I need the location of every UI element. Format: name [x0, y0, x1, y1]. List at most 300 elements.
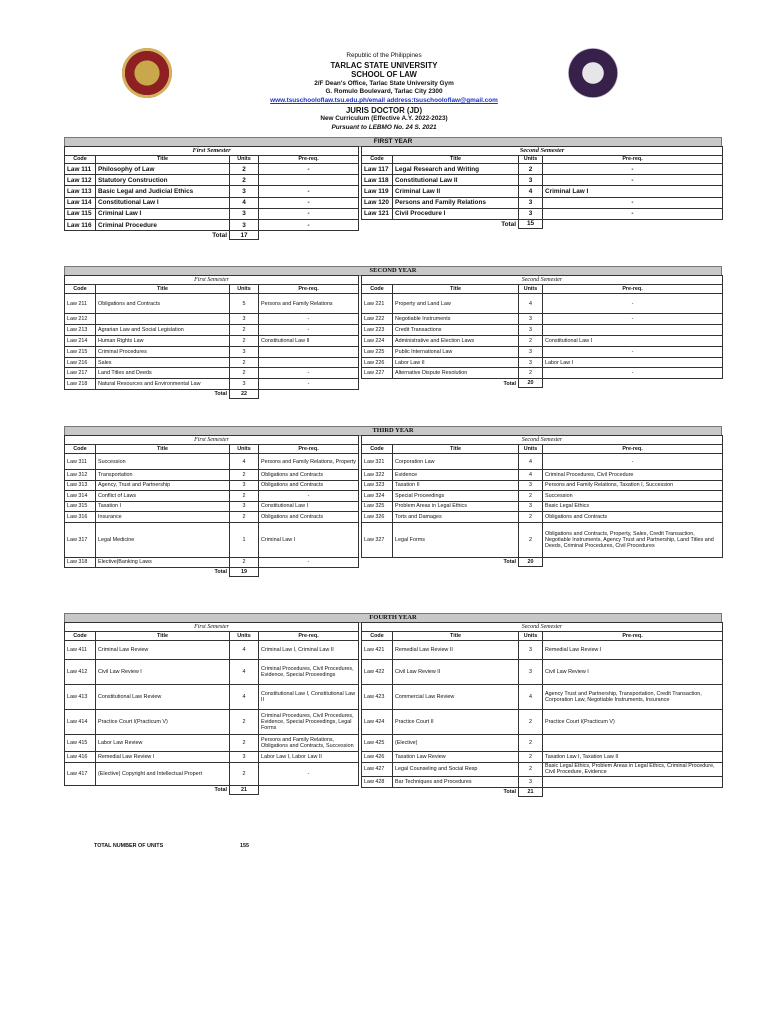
- course-title: Special Proceedings: [393, 491, 519, 502]
- col-prereq: Pre-req.: [543, 155, 723, 164]
- course-title: Succession: [96, 454, 230, 470]
- course-code: Law 114: [65, 197, 96, 208]
- course-units: 3: [519, 357, 543, 368]
- course-prereq: Obligations and Contracts, Property, Sales, Credit Transaction, Negotiable Instruments, Agency Trust and Partnership, Land Titles and Deeds, Criminal Procedures, Civil Procedures: [543, 522, 723, 557]
- course-title: Commercial Law Review: [393, 685, 519, 710]
- document-header: [0, 52, 768, 132]
- course-row: [362, 197, 723, 208]
- course-title: Remedial Law Review II: [393, 641, 519, 660]
- col-units: Units: [230, 632, 259, 641]
- course-prereq: Persons and Family Relations, Obligations and Contracts, Succession: [259, 735, 359, 752]
- course-row: [362, 641, 723, 660]
- course-title: Taxation I: [96, 501, 230, 512]
- course-title: Constitutional Law I: [96, 197, 230, 208]
- course-title: Administrative and Election Laws: [393, 335, 519, 346]
- course-row: [65, 501, 359, 512]
- course-title: Conflict of Laws: [96, 491, 230, 502]
- course-code: Law 315: [65, 501, 96, 512]
- course-units: 4: [230, 197, 259, 208]
- course-code: Law 221: [362, 294, 393, 314]
- course-units: 3: [519, 314, 543, 325]
- course-prereq: Criminal Law I: [543, 186, 723, 197]
- course-row: [362, 762, 723, 776]
- year-block: [64, 266, 722, 398]
- course-row: [362, 685, 723, 710]
- course-prereq: Constitutional Law I, Constitutional Law II: [259, 685, 359, 710]
- pursuant-note: Pursuant to LEBMO No. 24 S. 2021: [331, 123, 437, 131]
- course-units: 1: [230, 522, 259, 557]
- year-heading: FIRST YEAR: [64, 137, 722, 147]
- course-title: Legal Forms: [393, 522, 519, 557]
- total-label: Total: [503, 380, 516, 387]
- course-code: Law 214: [65, 335, 96, 346]
- course-units: 2: [230, 357, 259, 368]
- col-code: Code: [65, 155, 96, 164]
- course-row: [65, 197, 359, 208]
- course-title: Practice Court I(Practicum V): [96, 710, 230, 735]
- course-row: [362, 324, 723, 335]
- course-units: 2: [230, 557, 259, 568]
- course-units: 2: [519, 368, 543, 379]
- course-row: [65, 346, 359, 357]
- second-semester: [361, 622, 722, 797]
- course-code: Law 322: [362, 470, 393, 481]
- first-semester: [64, 435, 358, 577]
- course-units: 3: [519, 641, 543, 660]
- course-prereq: Succession: [543, 491, 723, 502]
- col-units: Units: [519, 632, 543, 641]
- course-title: Constitutional Law Review: [96, 685, 230, 710]
- course-code: Law 416: [65, 752, 96, 763]
- course-units: 4: [519, 186, 543, 197]
- col-title: Title: [393, 155, 519, 164]
- course-code: Law 312: [65, 470, 96, 481]
- course-prereq: Labor Law I: [543, 357, 723, 368]
- course-title: Labor Law II: [393, 357, 519, 368]
- course-units: 2: [230, 710, 259, 735]
- course-units: 2: [519, 762, 543, 776]
- course-units: 3: [519, 660, 543, 685]
- semester-title: First Semester: [65, 276, 359, 285]
- course-units: 2: [519, 512, 543, 523]
- course-code: Law 119: [362, 186, 393, 197]
- course-row: [362, 186, 723, 197]
- course-prereq: -: [259, 186, 359, 197]
- course-code: Law 424: [362, 710, 393, 735]
- course-row: [362, 346, 723, 357]
- course-prereq: -: [543, 346, 723, 357]
- course-prereq: Criminal Procedures, Civil Procedure: [543, 470, 723, 481]
- semester-total: 21: [519, 787, 543, 796]
- course-code: Law 423: [362, 685, 393, 710]
- course-row: [65, 491, 359, 502]
- course-units: 2: [230, 335, 259, 346]
- course-prereq: -: [543, 197, 723, 208]
- course-prereq: -: [259, 557, 359, 568]
- course-row: [362, 294, 723, 314]
- course-row: [362, 491, 723, 502]
- year-block: [64, 137, 722, 239]
- col-prereq: Pre-req.: [259, 155, 359, 164]
- total-label: Total: [503, 788, 516, 795]
- course-prereq: -: [543, 208, 723, 219]
- col-title: Title: [96, 445, 230, 454]
- course-row: [362, 710, 723, 735]
- course-prereq: [259, 175, 359, 186]
- semester-total: 19: [230, 568, 259, 577]
- course-title: Legal Medicine: [96, 522, 230, 557]
- col-title: Title: [96, 155, 230, 164]
- course-row: [362, 208, 723, 219]
- course-prereq: Taxation Law I, Taxation Law II: [543, 752, 723, 763]
- course-title: (Elective): [393, 735, 519, 752]
- course-title: Civil Law Review II: [393, 660, 519, 685]
- total-label: Total: [503, 558, 516, 565]
- col-units: Units: [519, 445, 543, 454]
- course-units: 3: [519, 501, 543, 512]
- course-units: 2: [230, 512, 259, 523]
- course-units: 4: [230, 660, 259, 685]
- course-prereq: Obligations and Contracts: [259, 470, 359, 481]
- semester-total: 20: [519, 557, 543, 566]
- course-row: [362, 512, 723, 523]
- second-semester: [361, 146, 722, 229]
- course-title: Alternative Dispute Resolution: [393, 368, 519, 379]
- course-row: [362, 470, 723, 481]
- course-units: 4: [519, 685, 543, 710]
- course-code: Law 225: [362, 346, 393, 357]
- course-code: Law 118: [362, 175, 393, 186]
- col-units: Units: [519, 285, 543, 294]
- course-row: [65, 314, 359, 325]
- course-row: [362, 735, 723, 752]
- course-prereq: -: [543, 368, 723, 379]
- col-code: Code: [362, 285, 393, 294]
- col-units: Units: [230, 285, 259, 294]
- course-title: Criminal Procedure: [96, 219, 230, 230]
- course-row: [65, 522, 359, 557]
- course-units: 3: [519, 208, 543, 219]
- col-units: Units: [230, 155, 259, 164]
- course-prereq: Constitutional Law II: [259, 335, 359, 346]
- semester-total: 21: [230, 785, 259, 794]
- course-title: Problem Areas in Legal Ethics: [393, 501, 519, 512]
- col-title: Title: [96, 632, 230, 641]
- course-code: Law 217: [65, 368, 96, 379]
- course-row: [65, 379, 359, 390]
- course-title: Legal Counseling and Social Resp: [393, 762, 519, 776]
- course-row: [65, 219, 359, 230]
- year-block: [64, 613, 722, 795]
- course-title: Credit Transactions: [393, 324, 519, 335]
- course-prereq: [259, 346, 359, 357]
- course-prereq: Obligations and Contracts: [259, 512, 359, 523]
- course-prereq: -: [259, 762, 359, 785]
- header-link[interactable]: www.tsuschooloflaw.tsu.edu.ph/email address:tsuschooloflaw@gmail.com: [270, 96, 498, 104]
- course-prereq: -: [259, 368, 359, 379]
- course-prereq: Basic Legal Ethics: [543, 501, 723, 512]
- course-code: Law 412: [65, 660, 96, 685]
- course-code: Law 313: [65, 480, 96, 491]
- col-prereq: Pre-req.: [543, 285, 723, 294]
- course-prereq: Practice Court I(Practicum V): [543, 710, 723, 735]
- course-code: Law 121: [362, 208, 393, 219]
- course-prereq: Agency Trust and Partnership, Transportation, Credit Transaction, Corporation Law, Negotiable Instruments, Insurance: [543, 685, 723, 710]
- course-code: Law 414: [65, 710, 96, 735]
- course-prereq: -: [543, 314, 723, 325]
- program-title: JURIS DOCTOR (JD): [345, 105, 423, 115]
- course-code: Law 216: [65, 357, 96, 368]
- course-units: 3: [230, 752, 259, 763]
- first-semester: [64, 146, 358, 240]
- course-code: Law 223: [362, 324, 393, 335]
- first-semester: [64, 275, 358, 399]
- course-row: [65, 470, 359, 481]
- total-label: Total: [212, 231, 227, 239]
- course-code: Law 111: [65, 164, 96, 175]
- col-code: Code: [65, 632, 96, 641]
- course-code: Law 117: [362, 164, 393, 175]
- course-units: 2: [519, 752, 543, 763]
- course-prereq: Basic Legal Ethics, Problem Areas in Legal Ethics, Criminal Procedure, Civil Procedure, Evidence: [543, 762, 723, 776]
- course-units: 2: [519, 164, 543, 175]
- col-prereq: Pre-req.: [543, 632, 723, 641]
- course-code: Law 311: [65, 454, 96, 470]
- course-title: Criminal Law I: [96, 208, 230, 219]
- course-code: Law 421: [362, 641, 393, 660]
- course-row: [362, 776, 723, 787]
- header-republic: Republic of the Philippines: [346, 52, 422, 59]
- course-prereq: [543, 735, 723, 752]
- course-prereq: -: [259, 164, 359, 175]
- col-code: Code: [362, 445, 393, 454]
- course-title: Bar Techniques and Procedures: [393, 776, 519, 787]
- course-units: 3: [230, 208, 259, 219]
- course-code: Law 317: [65, 522, 96, 557]
- course-title: Criminal Law Review: [96, 641, 230, 660]
- course-units: 2: [230, 164, 259, 175]
- course-title: Land Titles and Deeds: [96, 368, 230, 379]
- grand-total-value: 155: [240, 843, 249, 849]
- course-code: Law 417: [65, 762, 96, 785]
- course-prereq: -: [543, 175, 723, 186]
- course-code: Law 115: [65, 208, 96, 219]
- course-code: Law 326: [362, 512, 393, 523]
- course-row: [65, 762, 359, 785]
- col-title: Title: [96, 285, 230, 294]
- header-school: SCHOOL OF LAW: [351, 70, 417, 80]
- course-title: Property and Land Law: [393, 294, 519, 314]
- header-university: TARLAC STATE UNIVERSITY: [330, 60, 438, 70]
- grand-total-label: TOTAL NUMBER OF UNITS: [94, 843, 164, 849]
- course-prereq: Persons and Family Relations, Property: [259, 454, 359, 470]
- course-units: 2: [230, 762, 259, 785]
- course-row: [65, 480, 359, 491]
- semester-total: 17: [230, 231, 259, 240]
- course-title: Labor Law Review: [96, 735, 230, 752]
- course-code: Law 325: [362, 501, 393, 512]
- total-label: Total: [214, 391, 227, 398]
- course-units: 2: [519, 735, 543, 752]
- year-heading: SECOND YEAR: [64, 266, 722, 276]
- course-row: [65, 752, 359, 763]
- course-row: [65, 557, 359, 568]
- course-title: Elective|Banking Laws: [96, 557, 230, 568]
- course-units: 2: [230, 175, 259, 186]
- course-prereq: -: [543, 294, 723, 314]
- course-row: [362, 175, 723, 186]
- course-row: [362, 660, 723, 685]
- course-title: [96, 314, 230, 325]
- course-units: 3: [230, 186, 259, 197]
- course-title: Criminal Law II: [393, 186, 519, 197]
- course-code: Law 411: [65, 641, 96, 660]
- course-row: [362, 501, 723, 512]
- semester-title: Second Semester: [362, 147, 723, 156]
- course-prereq: Criminal Procedures, Civil Procedures, Evidence, Special Proceedings, Legal Forms: [259, 710, 359, 735]
- course-row: [362, 752, 723, 763]
- col-code: Code: [65, 445, 96, 454]
- course-units: 2: [230, 470, 259, 481]
- course-row: [362, 480, 723, 491]
- course-prereq: [543, 776, 723, 787]
- course-code: Law 224: [362, 335, 393, 346]
- course-title: Statutory Construction: [96, 175, 230, 186]
- course-prereq: Constitutional Law I: [259, 501, 359, 512]
- course-units: 5: [230, 294, 259, 314]
- semester-total: 20: [519, 379, 543, 388]
- course-row: [65, 641, 359, 660]
- course-code: Law 227: [362, 368, 393, 379]
- course-code: Law 415: [65, 735, 96, 752]
- course-prereq: [259, 357, 359, 368]
- course-units: 3: [230, 314, 259, 325]
- course-units: 2: [519, 491, 543, 502]
- course-code: Law 213: [65, 324, 96, 335]
- course-code: Law 218: [65, 379, 96, 390]
- course-row: [65, 512, 359, 523]
- course-code: Law 321: [362, 454, 393, 470]
- course-units: 4: [519, 470, 543, 481]
- course-title: Practice Court II: [393, 710, 519, 735]
- course-title: Evidence: [393, 470, 519, 481]
- course-title: Philosophy of Law: [96, 164, 230, 175]
- course-units: 3: [230, 501, 259, 512]
- course-title: Civil Law Review I: [96, 660, 230, 685]
- course-units: 3: [230, 379, 259, 390]
- course-prereq: -: [259, 379, 359, 390]
- course-prereq: Criminal Law I: [259, 522, 359, 557]
- course-units: 4: [230, 454, 259, 470]
- course-code: Law 422: [362, 660, 393, 685]
- course-units: 3: [519, 776, 543, 787]
- course-units: 3: [519, 346, 543, 357]
- course-code: Law 413: [65, 685, 96, 710]
- course-units: 2: [230, 368, 259, 379]
- course-code: Law 327: [362, 522, 393, 557]
- course-code: Law 112: [65, 175, 96, 186]
- course-row: [65, 208, 359, 219]
- semester-title: First Semester: [65, 147, 359, 156]
- course-title: Obligations and Contracts: [96, 294, 230, 314]
- course-title: Taxation II: [393, 480, 519, 491]
- col-code: Code: [65, 285, 96, 294]
- col-prereq: Pre-req.: [259, 285, 359, 294]
- col-title: Title: [393, 285, 519, 294]
- course-title: Negotiable Instruments: [393, 314, 519, 325]
- course-title: Torts and Damages: [393, 512, 519, 523]
- course-row: [65, 454, 359, 470]
- course-row: [65, 164, 359, 175]
- course-row: [362, 164, 723, 175]
- col-code: Code: [362, 632, 393, 641]
- total-label: Total: [214, 786, 227, 793]
- course-units: 4: [230, 641, 259, 660]
- grand-total: [94, 843, 249, 849]
- course-title: Insurance: [96, 512, 230, 523]
- course-prereq: Obligations and Contracts: [543, 512, 723, 523]
- year-block: [64, 426, 722, 576]
- course-code: Law 323: [362, 480, 393, 491]
- second-semester: [361, 435, 722, 567]
- course-code: Law 215: [65, 346, 96, 357]
- course-prereq: -: [543, 454, 723, 470]
- course-prereq: -: [259, 324, 359, 335]
- course-row: [362, 454, 723, 470]
- course-code: Law 226: [362, 357, 393, 368]
- course-prereq: -: [259, 208, 359, 219]
- year-heading: FOURTH YEAR: [64, 613, 722, 623]
- col-units: Units: [230, 445, 259, 454]
- year-heading: THIRD YEAR: [64, 426, 722, 436]
- course-units: 2: [230, 324, 259, 335]
- course-code: Law 324: [362, 491, 393, 502]
- course-code: Law 427: [362, 762, 393, 776]
- course-prereq: Labor Law I, Labor Law II: [259, 752, 359, 763]
- course-units: 3: [519, 324, 543, 335]
- second-semester: [361, 275, 722, 388]
- course-prereq: -: [259, 491, 359, 502]
- semester-total: 15: [519, 219, 543, 228]
- col-units: Units: [519, 155, 543, 164]
- course-row: [362, 368, 723, 379]
- course-prereq: Persons and Family Relations: [259, 294, 359, 314]
- course-code: Law 113: [65, 186, 96, 197]
- course-prereq: Civil Law Review I: [543, 660, 723, 685]
- header-address: G. Romulo Boulevard, Tarlac City 2300: [325, 88, 443, 96]
- course-prereq: Constitutional Law I: [543, 335, 723, 346]
- course-prereq: Criminal Law I, Criminal Law II: [259, 641, 359, 660]
- total-label: Total: [501, 220, 516, 228]
- course-title: Transportation: [96, 470, 230, 481]
- course-units: 3: [519, 480, 543, 491]
- first-semester: [64, 622, 358, 795]
- course-code: Law 426: [362, 752, 393, 763]
- course-code: Law 425: [362, 735, 393, 752]
- course-units: 3: [230, 219, 259, 230]
- course-title: Taxation Law Review: [393, 752, 519, 763]
- course-title: Civil Procedure I: [393, 208, 519, 219]
- semester-title: Second Semester: [362, 436, 723, 445]
- course-title: Remedial Law Review I: [96, 752, 230, 763]
- course-title: Agrarian Law and Social Legislation: [96, 324, 230, 335]
- total-label: Total: [214, 569, 227, 576]
- course-prereq: [543, 324, 723, 335]
- course-title: (Elective) Copyright and Intellectual Propert: [96, 762, 230, 785]
- course-title: Constitutional Law II: [393, 175, 519, 186]
- semester-title: Second Semester: [362, 276, 723, 285]
- course-units: 4: [519, 454, 543, 470]
